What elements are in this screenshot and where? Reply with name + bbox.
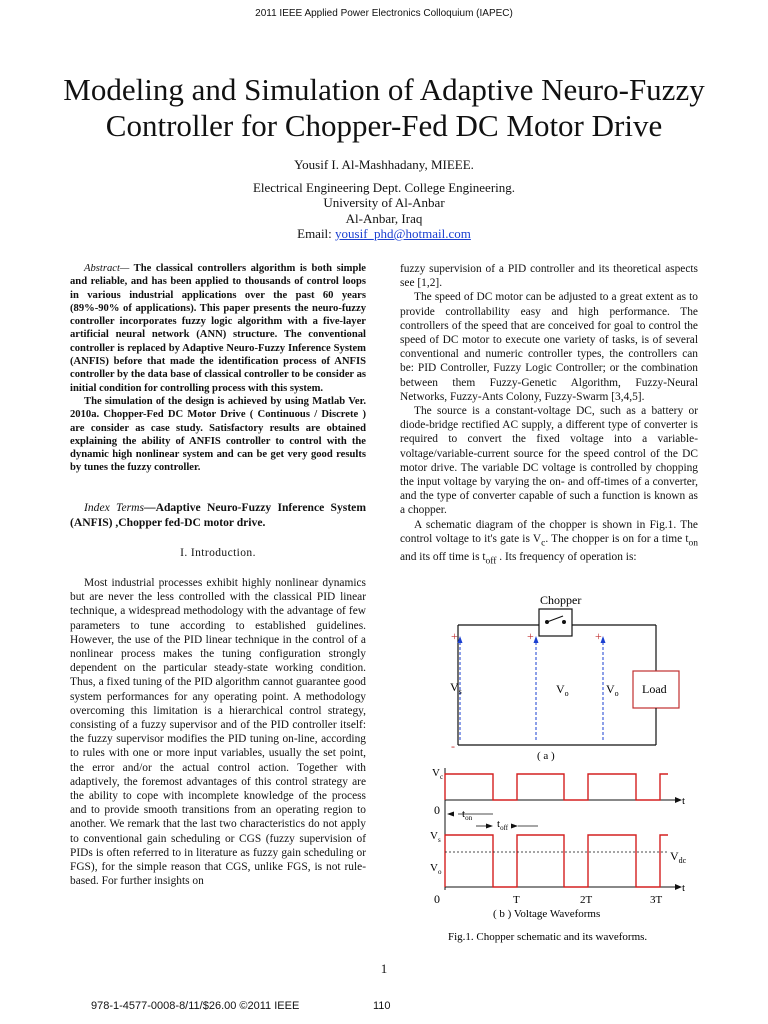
toff-label: $t_{off}$	[497, 818, 509, 832]
vo-label-1: $V_o$	[556, 682, 569, 698]
p3-text-d: . Its frequency of operation is:	[496, 551, 637, 564]
right-paragraph-2: The source is a constant-voltage DC, such as a battery or diode-bridge rectified AC supply, a different type of converter is required to convert the fixed voltage into a variable-voltage/variable-current source for the speed control of the DC motor drive. The variable DC voltage is controlled by chopping the input voltage by varying the on- and off-times of a converter, and the type of converter capable of such a function is known as a chopper.	[400, 405, 698, 517]
right-paragraph-3	[400, 518, 698, 569]
index-terms-text: —Adaptive Neuro-Fuzzy Inference System (ANFIS) ,Chopper fed-DC motor drive.	[70, 501, 366, 529]
vs-wave-label: $V_s$	[430, 830, 441, 844]
index-terms-label: Index Terms	[84, 501, 144, 514]
right-paragraph-1: The speed of DC motor can be adjusted to a great extent as to provide controllability easy and high performance. The controllers of the speed that are conceived for goal to control the speed of DC motor to execute one variety of tasks, is of several conventional and numeric controller types, the controllers can be: PID Controller, Fuzzy Logic Controller; or the combination between them Fuzzy-Genetic Algorithm, Fuzzy-Neural Networks, Fuzzy-Ants Colony, Fuzzy-Swarm [3,4,5].	[400, 291, 698, 403]
output-waveform	[445, 835, 668, 887]
tick-3T: 3T	[650, 894, 663, 906]
gate-waveform	[445, 774, 668, 800]
load-label: Load	[642, 682, 667, 696]
p3-sub-off: off	[485, 556, 497, 567]
tick-T: T	[513, 894, 520, 906]
figure-1-chopper	[430, 590, 700, 945]
page-number: 1	[380, 961, 388, 976]
vc-label: $V_c$	[432, 767, 444, 781]
zero-label-1: 0	[434, 803, 440, 817]
affiliation-line-1: Electrical Engineering Dept. College Engineering.	[252, 179, 516, 195]
p3-text-c: and its off time is t	[400, 551, 486, 564]
footer-page: 110	[373, 1000, 391, 1012]
zero-label-2: 0	[434, 892, 440, 906]
introduction-body	[70, 576, 366, 888]
p3-sub-on: on	[688, 538, 698, 549]
chopper-box	[539, 609, 572, 636]
t-label-2: t	[682, 882, 686, 894]
conference-header: 2011 IEEE Applied Power Electronics Colloquium (IAPEC)	[255, 8, 513, 19]
abstract-paragraph-1: The classical controllers algorithm is both simple and reliable, and has been applied to thousands of control loops in various industrial applications over the past 60 years (89%-90% of applications). This paper presents the neuro-fuzzy controller incorporates fuzzy logic algorithm with a five-layer artificial neural network (ANN) structure. The conventional controller is replaced by Adaptive Neuro-Fuzzy Inference System (ANFIS) before that made the identification process of ANFIS controller by the data base of classical controller to be consider as initial condition for controlling process with this system.	[70, 263, 366, 394]
right-paragraph-0: fuzzy supervision of a PID controller and its theoretical aspects see [1,2].	[400, 263, 698, 290]
plus-sign-2: +	[527, 629, 534, 643]
p3-sub-c: c	[541, 538, 546, 549]
abstract-label: Abstract—	[84, 263, 130, 274]
title-line-1: Modeling and Simulation of Adaptive Neuro-Fuzzy	[63, 72, 705, 107]
paper-title	[30, 72, 738, 144]
t-label-1: t	[682, 795, 686, 807]
email-line	[150, 226, 618, 242]
affiliation-line-2: University of Al-Anbar	[323, 195, 445, 210]
footer-isbn: 978-1-4577-0008-8/11/$26.00 ©2011 IEEE	[91, 1000, 300, 1012]
section-heading-introduction: I. Introduction.	[180, 547, 256, 559]
affiliation-line-3: Al-Anbar, Iraq	[345, 210, 423, 226]
author-block	[150, 157, 618, 242]
introduction-paragraph-1: Most industrial processes exhibit highly nonlinear dynamics but are never the less controlled with the classical PID linear technique, a widespread methodology with the advantage of few parameters to tune according to established guidelines. However, the use of the PID linear technique in the control of a nonlinear process makes the tuning configuration strongly dependent on the particular steady-state working condition. Thus, a fixed tuning of the PID algorithm cannot guarantee good system performances for any operating point. A methodology overcoming this limitation is a hierarchical control strategy, consisting of a fuzzy supervisor and of the PID controller itself: the fuzzy supervisor modifies the PID tuning on-line, according to rules with one or more input variables, usually the set point, the error and/or the actual control action. Together with adaptively, the foremost advantages of this control strategy are the ability to cope with incomplete knowledge of the process and to provide smooth transitions from an operating region to another. We remark that the last two characteristics do not apply to conventional gain scheduling or CGS (fuzzy supervision of PIDs is often referred to in literature as fuzzy gain scheduling or FGS), for the simple reason that CGS, unlike FGS, is not rule-based. For further insights on	[70, 577, 366, 888]
chopper-label: Chopper	[540, 593, 582, 607]
vs-label: $V_s$	[450, 680, 462, 696]
tick-2T: 2T	[580, 894, 593, 906]
ton-label: $t_{on}$	[462, 808, 473, 822]
vo-label-2: $V_o$	[606, 682, 619, 698]
abstract	[70, 262, 366, 475]
sublabel-a: ( a )	[537, 750, 555, 762]
figure-caption: Fig.1. Chopper schematic and its waveforms.	[448, 931, 648, 943]
email-label: Email:	[297, 226, 336, 241]
email-link[interactable]: yousif_phd@hotmail.com	[335, 226, 471, 241]
vo-wave-label: $V_o$	[430, 862, 442, 876]
author-name: Yousif I. Al-Mashhadany, MIEEE.	[294, 157, 474, 172]
plus-sign-1: +	[451, 629, 458, 643]
right-column-body	[400, 262, 698, 569]
minus-sign: -	[451, 739, 455, 753]
voltage-arrows	[458, 636, 606, 740]
sublabel-b: ( b ) Voltage Waveforms	[493, 908, 601, 920]
index-terms	[70, 500, 366, 530]
vdc-label: $V_{dc}$	[670, 849, 687, 865]
title-line-2: Controller for Chopper-Fed DC Motor Drive	[105, 108, 663, 143]
abstract-paragraph-2: The simulation of the design is achieved by using Matlab Ver. 2010a. Chopper-Fed DC Motor Drive ( Continuous / Discrete ) are consider as case study. Satisfactory results are obtained explaining the ability of ANFIS controller to control with the dynamic high nonlinear system and can be get very good results by tunes the fuzzy controller.	[70, 395, 366, 474]
p3-text-a: A schematic diagram of the chopper is shown in Fig.1. The control voltage to it's gate is V	[400, 518, 698, 545]
plus-sign-3: +	[595, 629, 602, 643]
switch-symbol	[545, 616, 566, 624]
p3-text-b: . The chopper is on for a time t	[545, 532, 689, 545]
